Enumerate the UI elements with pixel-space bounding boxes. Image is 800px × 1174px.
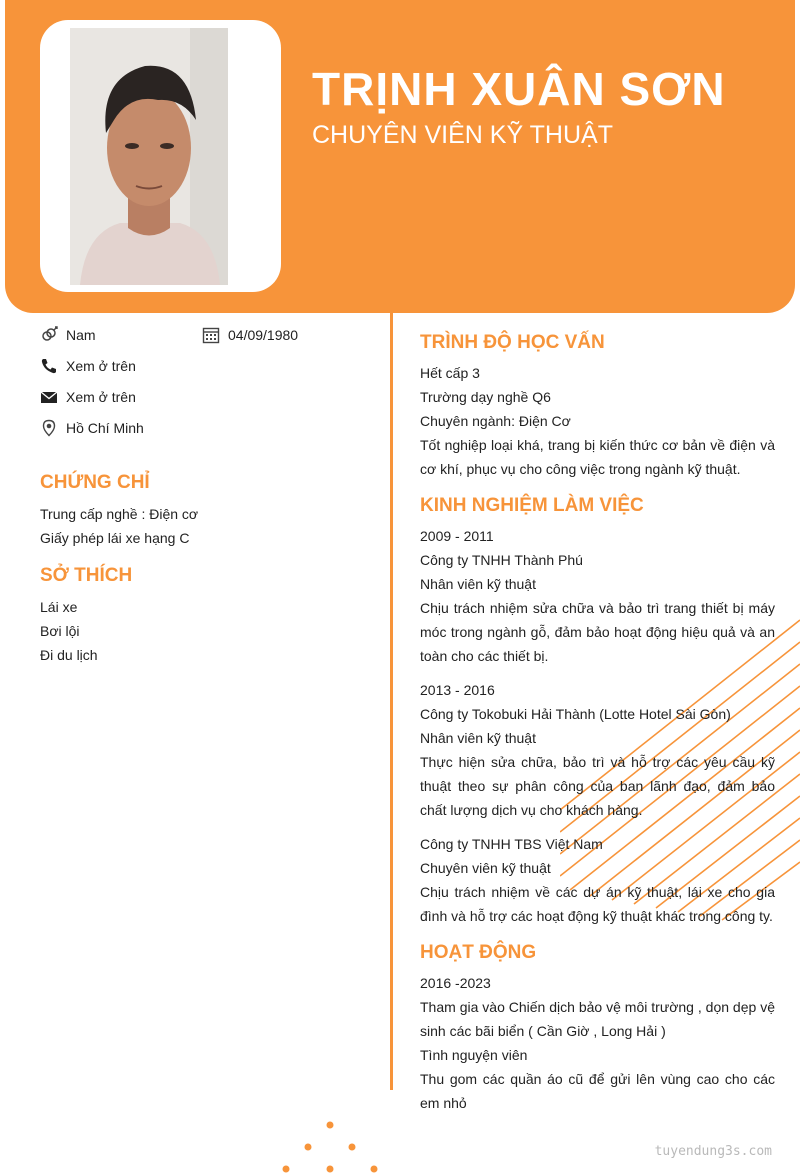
job-position: Nhân viên kỹ thuật	[420, 576, 536, 592]
email-value: Xem ở trên	[66, 389, 136, 405]
activity-description: Thu gom các quần áo cũ để gửi lên vùng cao cho các em nhỏ	[420, 1071, 775, 1111]
address-value: Hồ Chí Minh	[66, 420, 144, 436]
photo-frame	[40, 20, 281, 292]
education-heading: TRÌNH ĐỘ HỌC VẤN	[420, 332, 605, 353]
job-company: Công ty Tokobuki Hải Thành (Lotte Hotel Sài Gòn)	[420, 706, 731, 722]
email-row	[40, 388, 136, 406]
birthday-row	[202, 326, 298, 344]
hobbies-heading: SỞ THÍCH	[40, 565, 133, 586]
hobby-item: Lái xe	[40, 599, 78, 615]
education-major: Chuyên ngành: Điện Cơ	[420, 413, 571, 429]
watermark: tuyendung3s.com	[654, 1144, 772, 1159]
education-level: Hết cấp 3	[420, 365, 480, 381]
job-position: Chuyên viên kỹ thuật	[420, 860, 551, 876]
column-divider	[390, 313, 393, 1090]
decorative-dots	[278, 1118, 388, 1174]
job-title: CHUYÊN VIÊN KỸ THUẬT	[312, 121, 613, 149]
job-description: Chịu trách nhiệm sửa chữa và bảo trì trang thiết bị máy móc trong ngành gỗ, đảm bảo hoạt động hiệu quả và an toàn cho các thiết bị.	[420, 600, 775, 664]
location-pin-icon	[40, 419, 58, 437]
hobby-item: Bơi lội	[40, 623, 80, 639]
activity-role: Tình nguyện viên	[420, 1047, 528, 1063]
education-description: Tốt nghiệp loại khá, trang bị kiến thức cơ bản về điện và cơ khí, phục vụ cho công việc trong ngành kỹ thuật.	[420, 437, 775, 477]
phone-row	[40, 357, 136, 375]
address-row	[40, 419, 144, 437]
activities-heading: HOẠT ĐỘNG	[420, 942, 537, 963]
certificate-item: Trung cấp nghề : Điện cơ	[40, 506, 199, 522]
job-period: 2013 - 2016	[420, 682, 495, 698]
job-description: Chịu trách nhiệm về các dự án kỹ thuật, lái xe cho gia đình và hỗ trợ các hoạt động kỹ thuật khác trong công ty.	[420, 884, 775, 924]
envelope-icon	[40, 388, 58, 406]
profile-photo	[70, 28, 228, 285]
education-school: Trường dạy nghề Q6	[420, 389, 551, 405]
header-banner	[5, 0, 795, 313]
certificate-item: Giấy phép lái xe hạng C	[40, 530, 190, 546]
experience-heading: KINH NGHIỆM LÀM VIỆC	[420, 495, 644, 516]
gender-row	[40, 326, 96, 344]
calendar-icon	[202, 326, 220, 344]
job-company: Công ty TNHH Thành Phú	[420, 552, 583, 568]
job-position: Nhân viên kỹ thuật	[420, 730, 536, 746]
gender-icon	[40, 326, 58, 344]
candidate-name: TRỊNH XUÂN SƠN	[312, 63, 726, 115]
phone-icon	[40, 357, 58, 375]
gender-value: Nam	[66, 327, 96, 343]
phone-value: Xem ở trên	[66, 358, 136, 374]
activity-description: Tham gia vào Chiến dịch bảo vệ môi trường , dọn dẹp vệ sinh các bãi biển ( Cần Giờ , Long Hải )	[420, 999, 775, 1039]
activity-period: 2016 -2023	[420, 975, 491, 991]
job-company: Công ty TNHH TBS Việt Nam	[420, 836, 603, 852]
job-period: 2009 - 2011	[420, 528, 494, 544]
certificates-heading: CHỨNG CHỈ	[40, 472, 150, 493]
birthday-value: 04/09/1980	[228, 327, 299, 343]
job-description: Thực hiện sửa chữa, bảo trì và hỗ trợ các yêu cầu kỹ thuật theo sự phân công của ban lãnh đạo, đảm bảo chất lượng dịch vụ cho khách hàng.	[420, 754, 775, 818]
hobby-item: Đi du lịch	[40, 647, 98, 663]
